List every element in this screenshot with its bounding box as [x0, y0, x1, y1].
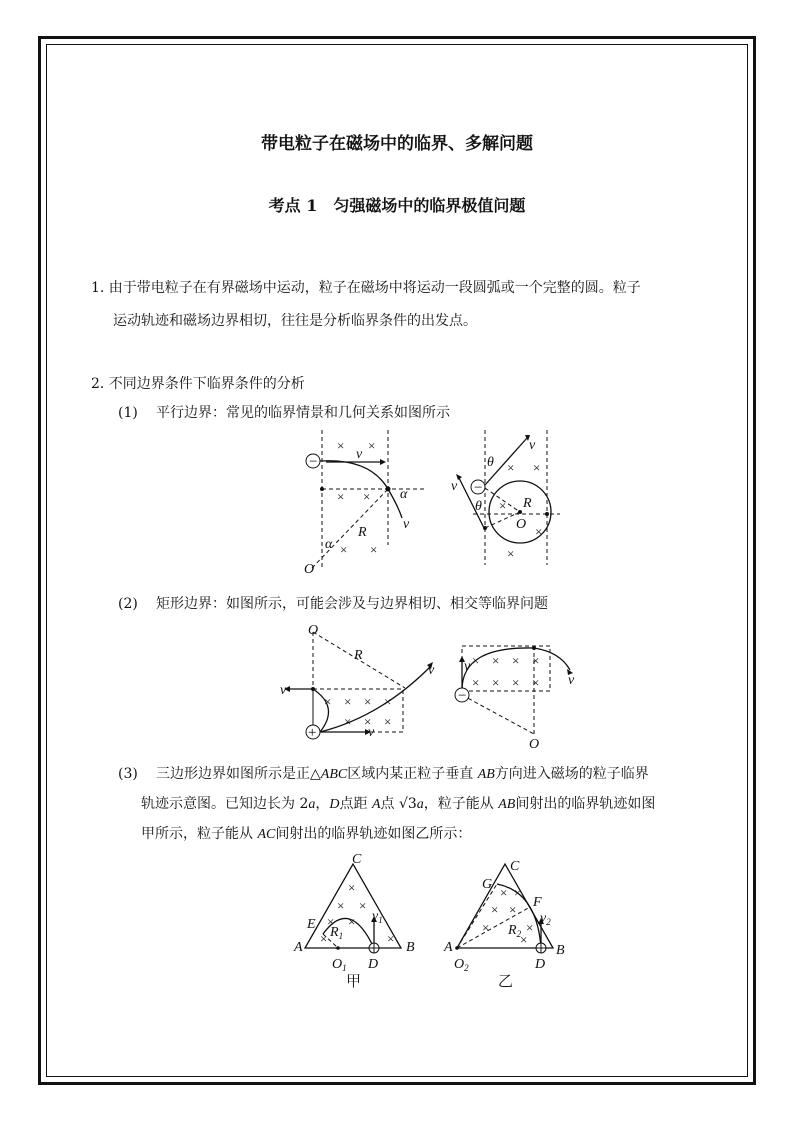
v-label-left: v — [451, 479, 458, 494]
figure-parallel-boundary-left — [300, 430, 440, 580]
center-label: O — [308, 623, 319, 638]
o1-main: O — [332, 957, 343, 972]
label-v1 — [372, 909, 383, 925]
field-mark: × — [384, 714, 392, 729]
field-mark: × — [368, 438, 376, 453]
field-mark: × — [507, 546, 515, 561]
field-mark: × — [507, 460, 515, 475]
text-run: 间射出的临界轨迹如图 — [515, 796, 656, 812]
field-mark: × — [482, 920, 490, 935]
sub-2-number: (2) — [118, 596, 138, 612]
figure-parallel-boundary-right — [445, 430, 575, 570]
text-run: 方向进入磁场的粒子临界 — [494, 766, 649, 782]
label-e: E — [307, 917, 316, 932]
caption-jia: 甲 — [346, 974, 362, 990]
label-b: B — [556, 943, 565, 958]
label-c: C — [510, 859, 520, 874]
sub-3-line-2 — [141, 794, 655, 815]
label-a: A — [444, 940, 453, 955]
label-a: A — [294, 940, 303, 955]
theta-label-lower: θ — [475, 499, 482, 514]
v-label: v — [356, 447, 363, 462]
center-point — [336, 946, 340, 950]
figure-rect-boundary-left — [280, 622, 445, 742]
field-mark: × — [344, 714, 352, 729]
figure-triangle-yi — [442, 852, 577, 992]
field-mark: × — [384, 694, 392, 709]
sub-2-text: 矩形边界：如图所示，可能会涉及与边界相切、相交等临界问题 — [156, 596, 548, 612]
field-mark: × — [520, 932, 528, 947]
caption-yi: 乙 — [498, 974, 514, 990]
label-g: G — [482, 877, 493, 892]
var-ac: AC — [257, 827, 276, 842]
field-mark: × — [348, 880, 356, 895]
sub-1-number: (1) — [118, 405, 138, 421]
label-c: C — [352, 852, 362, 867]
field-mark: × — [500, 885, 508, 900]
sub-1-text: 平行边界：常见的临界情景和几何关系如图所示 — [156, 405, 450, 421]
field-mark: × — [532, 675, 540, 690]
var-ab: AB — [498, 797, 516, 812]
v-label-right: v — [568, 673, 575, 688]
var-ab: AB — [477, 767, 495, 782]
sub-3-line-1 — [156, 764, 649, 785]
field-mark: × — [327, 914, 335, 929]
o2-sub: 2 — [464, 963, 469, 973]
text-run: ， — [315, 796, 330, 812]
v-label: v — [529, 438, 536, 453]
field-mark: × — [492, 675, 500, 690]
field-mark: × — [509, 902, 517, 917]
v2-sub: 2 — [546, 917, 551, 927]
center-point — [455, 946, 459, 950]
text-run: 间射出的临界轨迹如图乙所示： — [275, 826, 472, 842]
field-mark: × — [512, 653, 520, 668]
v2-main: v — [540, 911, 547, 926]
alpha-label-bottom: α — [325, 537, 333, 552]
field-mark: × — [533, 460, 541, 475]
minus-label: − — [474, 480, 483, 496]
o2-main: O — [454, 957, 465, 972]
theta-label: θ — [487, 455, 494, 470]
label-f: F — [533, 895, 542, 910]
r2-main: R — [508, 923, 517, 938]
r1-sub: 1 — [338, 931, 344, 941]
velocity-arrowhead — [380, 459, 386, 465]
sub-3-number: (3) — [118, 766, 138, 782]
para-1-line-2: 运动轨迹和磁场边界相切，往往是分析临界条件的出发点。 — [113, 313, 477, 329]
field-mark: × — [337, 438, 345, 453]
field-mark: × — [359, 898, 367, 913]
tangent-point — [532, 646, 536, 650]
radius-label: R — [523, 496, 532, 511]
v-label-exit: v — [403, 517, 410, 532]
radius-label: R — [354, 648, 363, 663]
sqrt-3: √3 — [398, 796, 417, 812]
field-mark: × — [499, 498, 507, 513]
field-mark: × — [363, 489, 371, 504]
center-label: O — [529, 737, 540, 752]
var-d: D — [329, 797, 340, 812]
field-mark: × — [472, 653, 480, 668]
field-mark: × — [526, 920, 534, 935]
v-label-left: v — [280, 683, 287, 698]
v-label-left: v — [464, 659, 471, 674]
field-mark: × — [512, 675, 520, 690]
field-mark: × — [348, 914, 356, 929]
r2-sub: 2 — [516, 929, 522, 939]
figure-triangle-jia — [290, 852, 425, 992]
field-mark: × — [472, 675, 480, 690]
boundary-point — [320, 487, 324, 491]
sub-3-line-3 — [141, 824, 471, 845]
v-label-top: v — [428, 663, 435, 678]
r1-main: R — [330, 925, 339, 940]
text-run: 甲所示，粒子能从 — [141, 826, 258, 842]
label-d: D — [368, 957, 379, 972]
center-label: O — [304, 562, 315, 577]
plus-label: + — [308, 725, 317, 741]
v1-sub: 1 — [378, 915, 383, 925]
center-point — [518, 510, 522, 514]
entry-point — [483, 526, 487, 530]
label-d: D — [535, 957, 546, 972]
field-mark: × — [340, 542, 348, 557]
page-title: 带电粒子在磁场中的临界、多解问题 — [261, 134, 533, 154]
field-mark: × — [337, 489, 345, 504]
text-run: 三边形边界如图所示是正△ — [156, 766, 321, 782]
label-o1 — [332, 957, 347, 973]
large-arc — [320, 667, 430, 732]
text-run: 轨迹示意图。已知边长为 2 — [141, 796, 309, 812]
label-v2 — [540, 911, 551, 927]
field-mark: × — [364, 714, 372, 729]
text-run: 点 — [380, 796, 399, 812]
exit-point — [386, 487, 391, 492]
var-a-point: A — [371, 797, 381, 812]
radius-line — [462, 695, 534, 734]
o1-sub: 1 — [342, 963, 347, 973]
text-run: 点距 — [339, 796, 372, 812]
label-b: B — [406, 940, 415, 955]
v-label-bottom: v — [368, 725, 375, 740]
field-mark: × — [324, 694, 332, 709]
para-2-heading: 2. 不同边界条件下临界条件的分析 — [91, 376, 305, 392]
field-mark: × — [337, 898, 345, 913]
field-mark: × — [344, 694, 352, 709]
field-mark: × — [320, 931, 328, 946]
field-mark: × — [387, 931, 395, 946]
field-mark: × — [492, 653, 500, 668]
tangent-point — [545, 512, 549, 516]
field-mark: × — [491, 902, 499, 917]
field-mark: × — [532, 653, 540, 668]
var-abc: ABC — [320, 767, 348, 782]
var-a: a — [416, 797, 424, 812]
minus-label: − — [309, 454, 318, 470]
var-a: a — [308, 797, 316, 812]
field-mark: × — [364, 694, 372, 709]
field-mark: × — [514, 885, 522, 900]
center-label: O — [516, 517, 527, 532]
para-1-line-1: 1. 由于带电粒子在有界磁场中运动，粒子在磁场中将运动一段圆弧或一个完整的圆。粒子 — [91, 280, 641, 296]
section-title: 考点 1 匀强磁场中的临界极值问题 — [268, 196, 526, 215]
text-run: ，粒子能从 — [423, 796, 499, 812]
text-run: 区域内某正粒子垂直 — [347, 766, 478, 782]
figure-rect-boundary-right — [450, 640, 580, 750]
label-o2 — [454, 957, 469, 973]
v1-main: v — [372, 909, 379, 924]
field-mark: × — [370, 542, 378, 557]
minus-label: − — [458, 688, 467, 704]
radius-label: R — [358, 525, 367, 540]
alpha-label-top: α — [400, 487, 408, 502]
field-mark: × — [535, 524, 543, 539]
